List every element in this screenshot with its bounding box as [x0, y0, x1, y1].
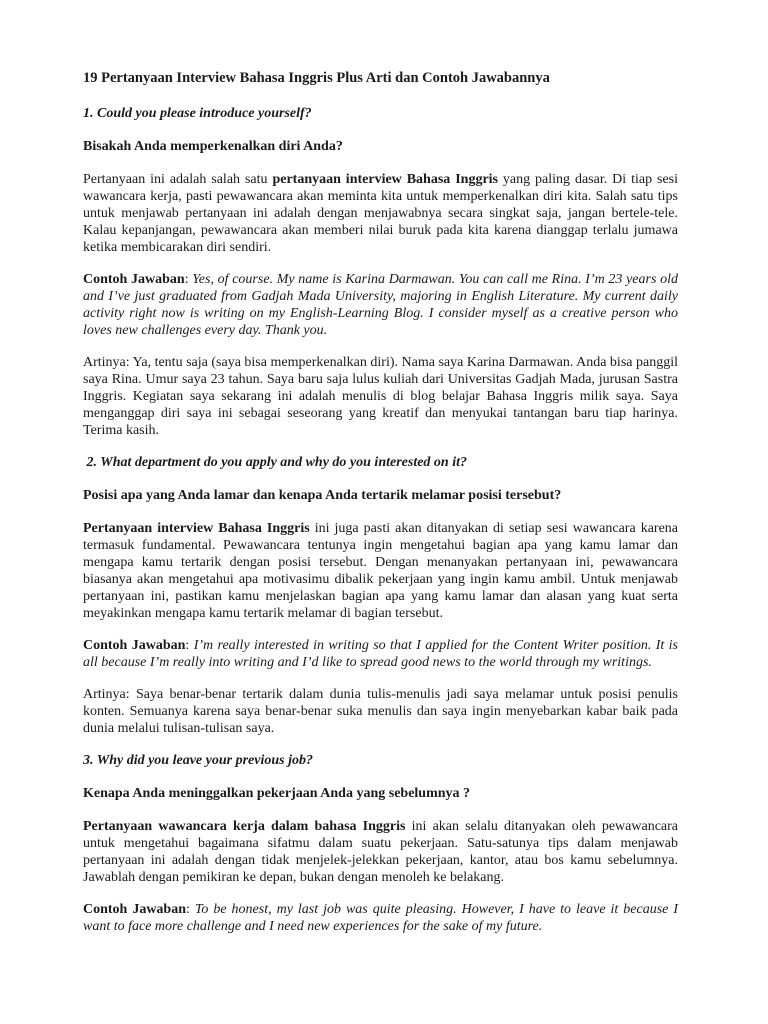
text-segment: Artinya: Ya, tentu saja (saya bisa memperkenalkan diri). Nama saya Karina Darmawan. Anda bisa panggil saya Rina. Umur saya 23 tahun. Saya baru saja lulus kuliah dari Universitas Gadjah Mada, jurusan Sastra Inggris. Kegiatan saya sekarang ini adalah menulis di blog belajar Bahasa Inggris milik saya. Saya menganggap diri saya ini sebagai seseorang yang kreatif dan menyukai tantangan baru tiap harinya. Terima kasih. [83, 355, 678, 438]
text-segment: Artinya: Saya benar-benar tertarik dalam dunia tulis-menulis jadi saya melamar untuk posisi penulis konten. Semuanya karena saya benar-benar suka menulis dan saya ingin menyebarkan kabar baik pada dunia melalui tulisan-tulisan saya. [83, 687, 678, 736]
text-segment: Contoh Jawaban [83, 272, 185, 287]
document-content [83, 70, 678, 935]
question-2-explanation [83, 520, 678, 622]
text-segment: Contoh Jawaban [83, 902, 187, 917]
text-segment: ini juga pasti akan ditanyakan di setiap sesi wawancara karena termasuk fundamental. Pewawancara tentunya ingin mengetahui bagian apa yang kamu lamar dan mengapa kamu tertarik dengan posisi tersebut. Dengan menanyakan pertanyaan ini, pewawancara biasanya akan mengetahui apa motivasimu dibalik pekerjaan yang ingin kamu ambil. Untuk menjawab pertanyaan ini, pastikan kamu menjelaskan bagian apa yang kamu lamar dan alasan yang kuat serta meyakinkan mengapa kamu tertarik melamar di bagian tersebut. [83, 521, 678, 621]
text-segment: : [186, 902, 195, 917]
question-1-heading: 1. Could you please introduce yourself? [83, 106, 312, 121]
text-segment: Yes, of course. My name is Karina Darmawan. You can call me Rina. I’m 23 years old and I’ve just graduated from Gadjah Mada University, majoring in English Literature. My current daily activity right now is writing on my English-Learning Blog. I consider myself as a creative person who loves new challenges every day. Thank you. [83, 272, 678, 338]
question-3-example-answer [83, 901, 678, 935]
question-1-explanation [83, 171, 678, 256]
question-3-translation: Kenapa Anda meninggalkan pekerjaan Anda yang sebelumnya ? [83, 786, 471, 801]
text-segment: pertanyaan interview Bahasa Inggris [272, 172, 498, 187]
question-1-translation: Bisakah Anda memperkenalkan diri Anda? [83, 139, 343, 154]
question-2-heading: 2. What department do you apply and why do you interested on it? [83, 455, 467, 470]
question-1-example-answer [83, 271, 678, 339]
question-1-meaning [83, 354, 678, 439]
question-2-meaning [83, 686, 678, 737]
text-segment: Contoh Jawaban [83, 638, 186, 653]
text-segment: Pertanyaan ini adalah salah satu [83, 172, 273, 187]
text-segment: : [185, 638, 194, 653]
text-segment: I’m really interested in writing so that I applied for the Content Writer position. It is all because I’m really into writing and I’d like to spread good news to the world through my writings. [83, 638, 679, 670]
text-segment: Pertanyaan interview Bahasa Inggris [83, 521, 310, 536]
question-3-explanation [83, 818, 678, 886]
text-segment: yang paling dasar. Di tiap sesi wawancara kerja, pasti pewawancara akan meminta kita untuk memperkenalkan diri kita. Salah satu tips untuk menjawab pertanyaan ini adalah dengan menjawabnya secara singkat saja, jangan bertele-tele. Kalau kepanjangan, pewawancara akan memberi nilai buruk pada kita karena dianggap terlalu jumawa ketika membicarakan diri sendiri. [83, 172, 678, 255]
question-2-translation: Posisi apa yang Anda lamar dan kenapa Anda tertarik melamar posisi tersebut? [83, 488, 562, 503]
text-segment: : [184, 272, 193, 287]
text-segment: ini akan selalu ditanyakan oleh pewawancara untuk mengetahui bagaimana sifatmu dalam suatu pekerjaan. Satu-satunya tips dalam menjawab pertanyaan ini adalah dengan tidak menjelek-jelekkan pekerjaan, kantor, atau bos kamu sebelumnya. Jawablah dengan pemikiran ke depan, bukan dengan menoleh ke belakang. [83, 819, 679, 885]
question-2-example-answer [83, 637, 678, 671]
text-segment: To be honest, my last job was quite pleasing. However, I have to leave it because I want to face more challenge and I need new experiences for the sake of my future. [83, 902, 679, 934]
question-3-heading: 3. Why did you leave your previous job? [83, 753, 313, 768]
text-segment: Pertanyaan wawancara kerja dalam bahasa Inggris [83, 819, 406, 834]
document-title: 19 Pertanyaan Interview Bahasa Inggris Plus Arti dan Contoh Jawabannya [83, 70, 550, 86]
